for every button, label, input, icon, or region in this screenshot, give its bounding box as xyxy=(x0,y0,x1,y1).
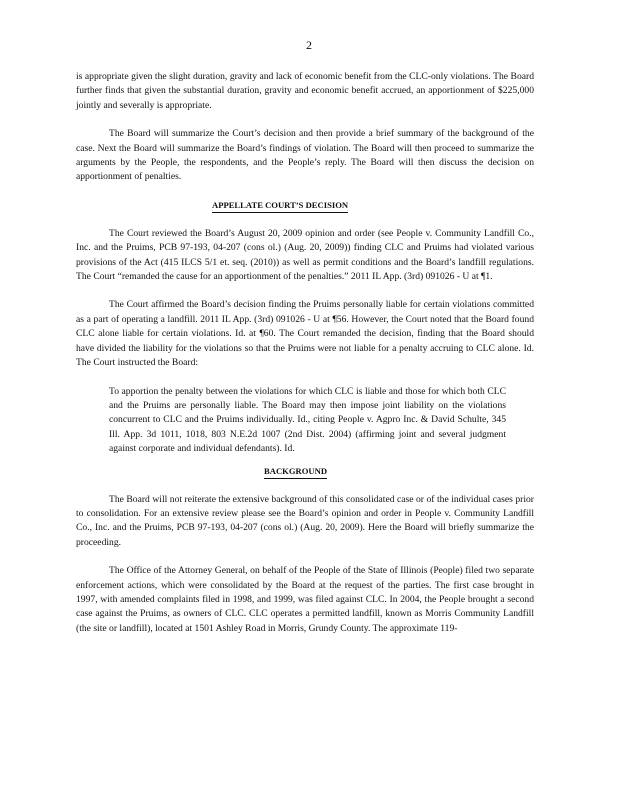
paragraph-conclusion: is appropriate given the slight duration, gravity and lack of economic benefit from the CLC-only violations. The Board further finds that given the substantial duration, gravity and economic benefit accrued, an apportionment of $225,000 jointly and severally is appropriate. xyxy=(76,71,534,111)
document-body xyxy=(76,70,534,636)
heading-appellate-decision: APPELLATE COURT’S DECISION xyxy=(76,199,534,213)
paragraph-court-affirmed: The Court affirmed the Board’s decision finding the Pruims personally liable for certain violations committed as a part of operating a landfill. 2011 IL App. (3rd) 091026 - U at ¶56. However, the Court noted that the Board found CLC alone liable for certain violations. Id. at ¶60. The Court remanded the decision, finding that the Board should have divided the liability for the violations so that the Pruims were not liable for a penalty accruing to CLC alone. Id. The Court instructed the Board: xyxy=(76,299,534,369)
paragraph-court-review: The Court reviewed the Board’s August 20, 2009 opinion and order (see People v. Community Landfill Co., Inc. and the Pruims, PCB 97-193, 04-207 (cons ol.) (Aug. 20, 2009)) finding CLC and Pruims had violated various provisions of the Act (415 ILCS 5/1 et. seq. (2010)) as well as permit conditions and the Board’s landfill regulations. The Court “remanded the cause for an apportionment of the penalties.” 2011 IL App. (3rd) 091026 - U at ¶1. xyxy=(76,227,534,283)
page-number: 2 xyxy=(306,38,312,52)
heading-background: BACKGROUND xyxy=(76,465,534,479)
paragraph-overview: The Board will summarize the Court’s decision and then provide a brief summary of the background of the case. Next the Board will summarize the Board’s findings of violation. The Board will then proceed to summarize the arguments by the People, the respondents, and the People’s reply. The Board will then discuss the decision on apportionment of penalties. xyxy=(76,128,534,183)
block-quote: To apportion the penalty between the violations for which CLC is liable and those for which both CLC and the Pruims are personally liable. The Board may then impose joint liability on the violations concurrent to CLC and the Pruims individually. Id., citing People v. Agpro Inc. & David Schulte, 345 Ill. App. 3d 1011, 1018, 803 N.E.2d 1007 (2nd Dist. 2004) (affirming joint and several judgment against corporate and individual defendants). Id. xyxy=(109,385,506,455)
paragraph-background: The Board will not reiterate the extensive background of this consolidated case or of the individual cases prior to consolidation. For an extensive review please see the Board’s opinion and order in People v. Community Landfill Co., Inc. and the Pruims, PCB 97-193, 04-207 (cons ol.) (Aug. 20, 2009). Here the Board will briefly summarize the proceeding. xyxy=(76,493,534,548)
paragraph-attorney-general: The Office of the Attorney General, on behalf of the People of the State of Illinois (People) filed two separate enforcement actions, which were consolidated by the Board at the request of the parties. The first case brought in 1997, with amended complaints filed in 1998, and 1999, was filed against CLC. In 2004, the People brought a second case against the Pruims, as owners of CLC. CLC operates a permitted landfill, known as Morris Community Landfill (the site or landfill), located at 1501 Ashley Road in Morris, Grundy County. The approximate 119- xyxy=(76,565,534,634)
